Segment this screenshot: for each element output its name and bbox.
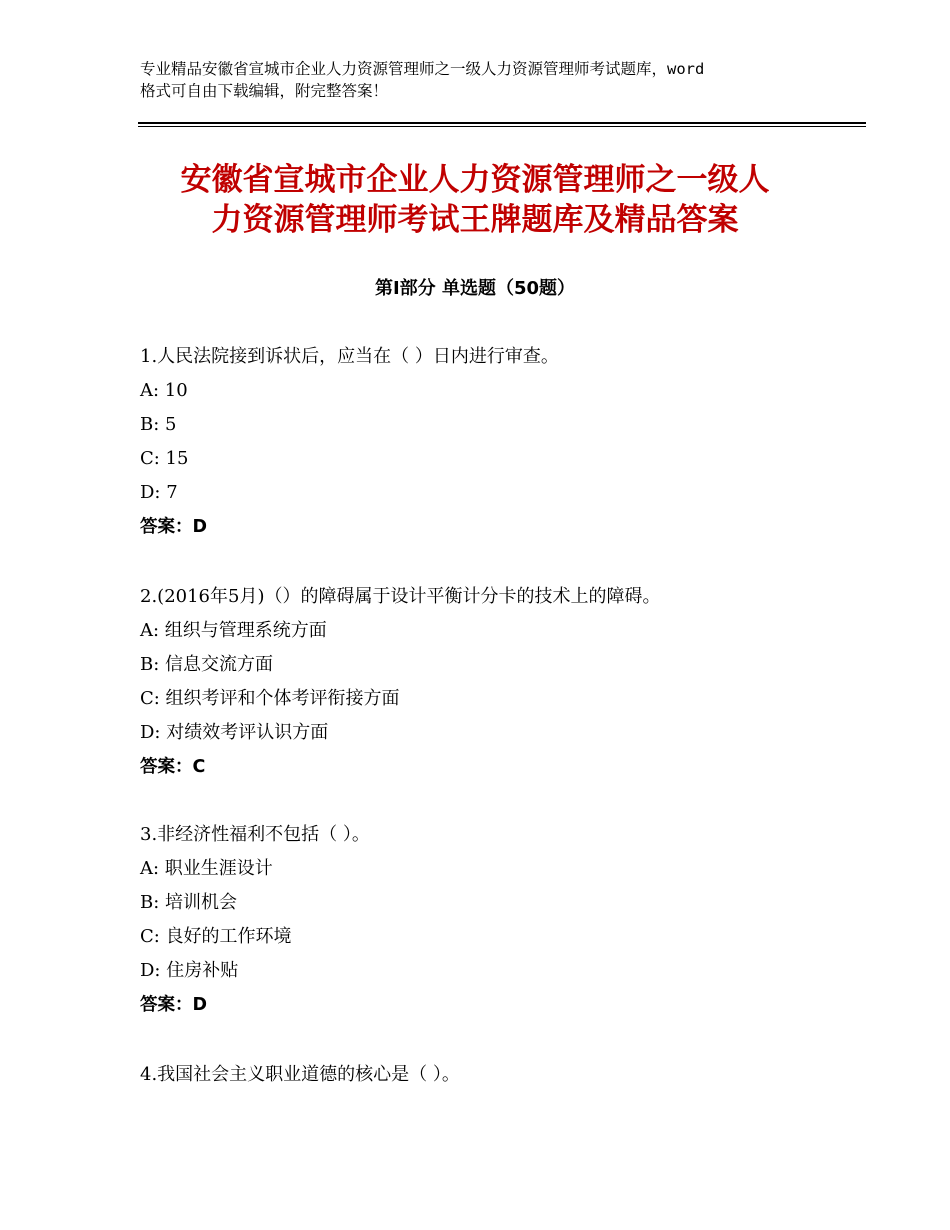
question-3-option-d: D: 住房补贴	[140, 960, 239, 981]
document-header	[140, 58, 830, 102]
question-3-stem: 3.非经济性福利不包括（ ）。	[140, 824, 370, 845]
question-1-stem: 1.人民法院接到诉状后，应当在（ ）日内进行审查。	[140, 346, 559, 367]
question-3-option-c: C: 良好的工作环境	[140, 926, 292, 947]
question-1-option-a: A: 10	[140, 380, 188, 401]
document-title	[100, 160, 850, 240]
question-3-option-b: B: 培训机会	[140, 892, 238, 913]
header-line-2: 格式可自由下载编辑，附完整答案！	[140, 82, 389, 100]
question-1-option-b: B: 5	[140, 414, 177, 435]
title-line-1: 安徽省宣城市企业人力资源管理师之一级人	[180, 162, 770, 198]
question-3-option-a: A: 职业生涯设计	[140, 858, 273, 879]
question-2-stem: 2.(2016年5月)（）的障碍属于设计平衡计分卡的技术上的障碍。	[140, 586, 661, 607]
question-1-option-d: D: 7	[140, 482, 178, 503]
question-2-option-b: B: 信息交流方面	[140, 654, 274, 675]
question-3-answer: 答案：D	[140, 995, 208, 1015]
question-2-option-d: D: 对绩效考评认识方面	[140, 722, 329, 743]
question-2-option-c: C: 组织考评和个体考评衔接方面	[140, 688, 400, 709]
question-1-option-c: C: 15	[140, 448, 189, 469]
question-4-stem: 4.我国社会主义职业道德的核心是（ ）。	[140, 1064, 460, 1085]
section-heading: 第Ⅰ部分 单选题（50题）	[374, 278, 575, 299]
question-2-option-a: A: 组织与管理系统方面	[140, 620, 327, 641]
question-1-answer: 答案：D	[140, 517, 208, 537]
header-line-1: 专业精品安徽省宣城市企业人力资源管理师之一级人力资源管理师考试题库，word	[140, 60, 705, 78]
header-rule-thick	[138, 122, 866, 124]
header-rule-thin	[138, 126, 866, 127]
title-line-2: 力资源管理师考试王牌题库及精品答案	[211, 202, 739, 238]
question-2-answer: 答案：C	[140, 757, 206, 777]
